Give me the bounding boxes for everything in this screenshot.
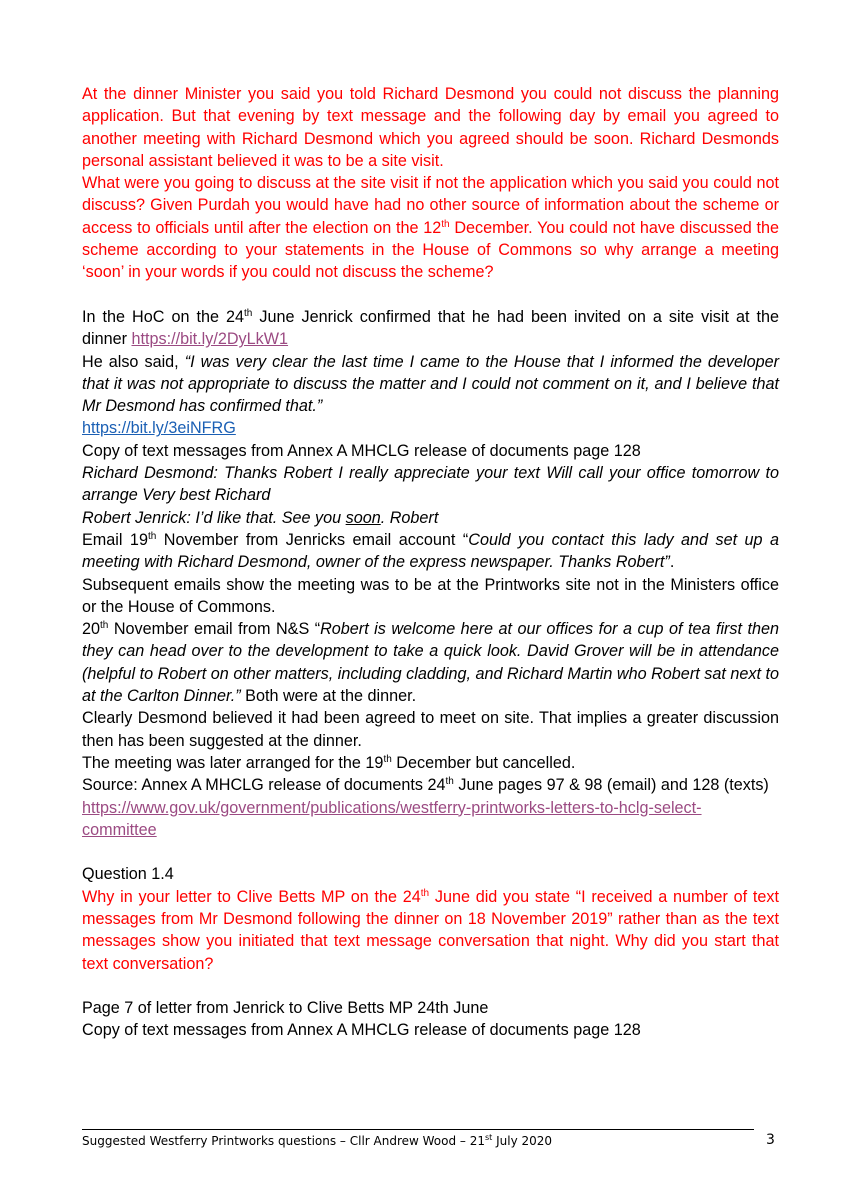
paragraph-purdah-question: What were you going to discuss at the site visit if not the application which you said you could not discuss? Given Purdah you would have had no other source of information about the scheme or access to officials until after the election on the 12th December. You could not have discussed the scheme according to your statements in the House of Commons so why arrange a meeting ‘soon’ in your words if you could not discuss the scheme? (82, 174, 779, 282)
paragraph-also-said: He also said, “I was very clear the last time I came to the House that I informed the developer that it was not appropriate to discuss the matter and I could not comment on it, and I believe that Mr Desmond has confirmed that.” (82, 352, 779, 416)
text-message-jenrick: Robert Jenrick: I’d like that. See you soon. Robert (82, 508, 439, 527)
question-heading: Question 1.4 (82, 865, 174, 884)
paragraph-link2 (82, 417, 779, 439)
paragraph-page7: Page 7 of letter from Jenrick to Clive Betts MP 24th June (82, 999, 489, 1018)
paragraph-hoc-site-visit: In the HoC on the 24th June Jenrick confirmed that he had been invited on a site visit at the dinner https://bit.ly/2DyLkW1 (82, 307, 780, 349)
paragraph-email-19th: Email 19th November from Jenricks email account “Could you contact this lady and set up a meeting with Richard Desmond, owner of the express newspaper. Thanks Robert”. (82, 530, 780, 572)
bitly-link-hoc[interactable]: https://bit.ly/2DyLkW1 (131, 330, 289, 349)
footer-title: Suggested Westferry Printworks questions – Cllr Andrew Wood – 21st July 2020 (82, 1133, 553, 1148)
question-text: Why in your letter to Clive Betts MP on the 24th June did you state “I received a number of text messages from Mr Desmond following the dinner on 18 November 2019” rather than as the text messages show you initiated that text message conversation that night. Why did you start that text conversation? (82, 887, 779, 973)
text-message-desmond: Richard Desmond: Thanks Robert I really appreciate your text Will call your office tomorrow to arrange Very best Richard (82, 464, 779, 505)
paragraph-dinner: At the dinner Minister you said you told Richard Desmond you could not discuss the planning application. But that evening by text message and the following day by email you agreed to another meeting with Richard Desmond which you agreed should be soon. Richard Desmonds personal assistant believed it was to be a site visit. (82, 85, 779, 170)
spacer (82, 284, 779, 306)
document-body (82, 83, 779, 1042)
footer-divider (82, 1129, 754, 1130)
page-number: 3 (766, 1132, 775, 1148)
paragraph-copy-texts: Copy of text messages from Annex A MHCLG release of documents page 128 (82, 441, 641, 460)
paragraph-source: Source: Annex A MHCLG release of documents 24th June pages 97 & 98 (email) and 128 (texts) (82, 776, 769, 795)
paragraph-gov-link (82, 797, 779, 842)
gov-uk-link[interactable]: https://www.gov.uk/government/publications/westferry-printworks-letters-to-hclg-select- committee (82, 798, 702, 839)
paragraph-meeting-later: The meeting was later arranged for the 19th December but cancelled. (82, 753, 576, 772)
paragraph-subsequent-emails: Subsequent emails show the meeting was to be at the Printworks site not in the Ministers office or the House of Commons. (82, 575, 779, 616)
paragraph-copy-texts-2: Copy of text messages from Annex A MHCLG release of documents page 128 (82, 1021, 641, 1040)
paragraph-clearly: Clearly Desmond believed it had been agreed to meet on site. That implies a greater discussion then has been suggested at the dinner. (82, 709, 779, 750)
paragraph-email-20th: 20th November email from N&S “Robert is welcome here at our offices for a cup of tea first then they can head over to the development to take a quick look. David Grover will be in attendance (helpful to Robert on other matters, including cladding, and Richard Martin who Robert sat next to at the Carlton Dinner.” Both were at the dinner. (82, 620, 779, 706)
bitly-link-statement[interactable]: https://bit.ly/3eiNFRG (82, 419, 236, 438)
spacer (82, 975, 779, 997)
spacer (82, 841, 779, 863)
